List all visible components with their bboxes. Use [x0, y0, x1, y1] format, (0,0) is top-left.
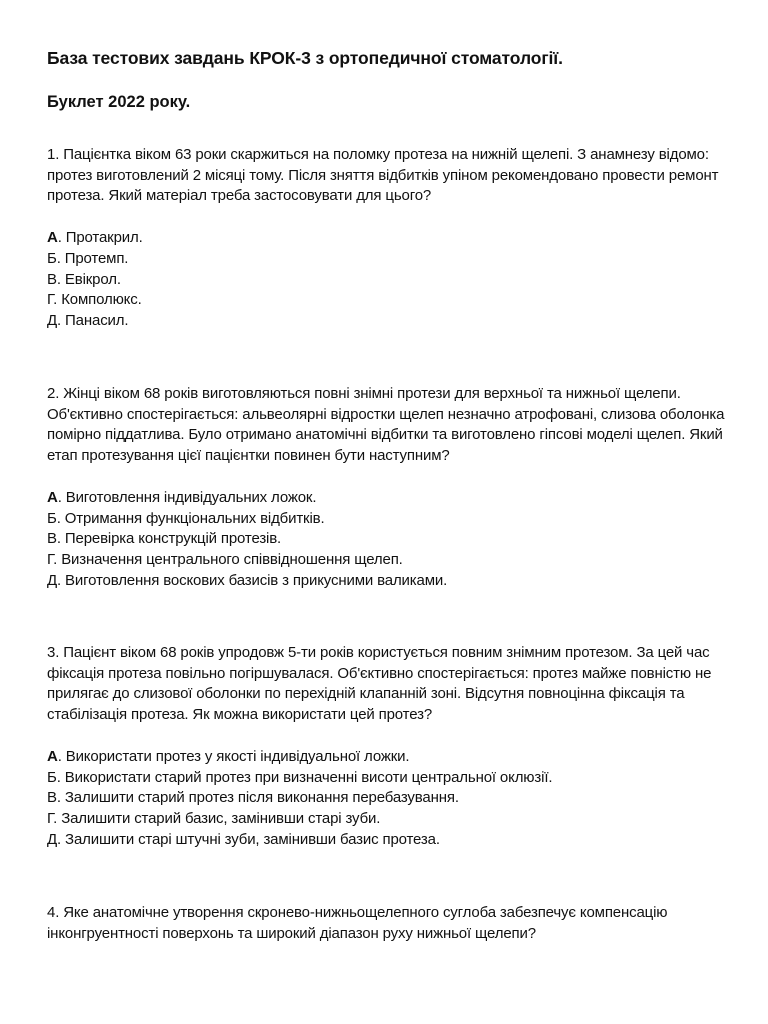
answer-text: . Перевірка конструкцій протезів. [56, 530, 282, 548]
answer-letter-correct: А [47, 229, 58, 247]
answer-option [47, 571, 737, 592]
question-text: 4. Яке анатомічне утворення скронево-нижньощелепного суглоба забезпечує компенсацію інконгруентності поверхонь та широкий діапазон руху нижньої щелепи? [47, 904, 668, 942]
answer-text: . Евікрол. [56, 270, 121, 288]
answer-option [47, 768, 737, 789]
question-text: 3. Пацієнт віком 68 років упродовж 5-ти років користується повним знімним протезом. За цей час фіксація протеза повільно погіршувалася. Об'єктивно спостерігається: протез майже повністю не прилягає до слизової оболонки по перехідній клапанній зоні. Відсутня повноцінна фіксація та стабілізація протеза. Як можна використати цей протез? [47, 644, 712, 724]
answer-option [47, 249, 737, 270]
answer-letter: Д [47, 311, 58, 329]
answer-text: . Залишити старі штучні зуби, замінивши базис протеза. [57, 830, 440, 848]
answer-option [47, 529, 737, 550]
answer-letter: Б [47, 768, 57, 786]
question-1 [47, 145, 737, 332]
answer-option [47, 488, 737, 509]
answer-letter: В [47, 789, 57, 807]
answer-letter: В [47, 530, 57, 548]
answer-letter: Б [47, 509, 57, 527]
answer-option [47, 788, 737, 809]
answer-text: . Залишити старий протез після виконання перебазування. [56, 789, 459, 807]
answer-text: . Залишити старий базис, замінивши старі зуби. [53, 809, 381, 827]
answer-list [47, 228, 737, 332]
answer-list [47, 488, 737, 592]
document-title: База тестових завдань КРОК-3 з ортопедичної стоматології. [47, 48, 563, 68]
question-2 [47, 384, 737, 591]
question-3 [47, 643, 737, 850]
answer-letter-correct: А [47, 488, 58, 506]
document-subtitle: Буклет 2022 року. [47, 93, 191, 111]
answer-text: . Виготовлення індивідуальних ложок. [57, 488, 317, 506]
answer-letter: Г [47, 550, 54, 568]
answer-letter-correct: А [47, 747, 58, 765]
question-text: 1. Пацієнтка віком 63 роки скаржиться на поломку протеза на нижній щелепі. З анамнезу відомо: протез виготовлений 2 місяці тому. Після зняття відбитків упіном рекомендовано провести ремонт протеза. Який матеріал треба застосовувати для цього? [47, 146, 719, 205]
answer-letter: Б [47, 249, 57, 267]
answer-text: . Протакрил. [57, 229, 143, 247]
answer-option [47, 830, 737, 851]
answer-letter: Г [47, 291, 54, 309]
answer-option [47, 290, 737, 311]
answer-text: . Комполюкс. [53, 291, 142, 309]
answer-option [47, 270, 737, 291]
answer-option [47, 550, 737, 571]
question-text: 2. Жінці віком 68 років виготовляються повні знімні протези для верхньої та нижньої щелепи. Об'єктивно спостерігається: альвеолярні відростки щелеп незначно атрофовані, слизова оболонка помірно піддатлива. Було отримано анатомічні відбитки та виготовлено гіпсові моделі щелеп. Який етап протезування цієї пацієнтки повинен бути наступним? [47, 385, 725, 465]
answer-text: . Протемп. [56, 249, 129, 267]
answer-text: . Визначення центрального співвідношення щелеп. [53, 550, 403, 568]
answer-text: . Використати старий протез при визначенні висоти центральної оклюзії. [56, 768, 553, 786]
answer-option [47, 809, 737, 830]
answer-text: . Використати протез у якості індивідуальної ложки. [57, 747, 410, 765]
answer-option [47, 228, 737, 249]
answer-text: . Отримання функціональних відбитків. [56, 509, 325, 527]
question-4 [47, 903, 737, 944]
answer-option [47, 509, 737, 530]
answer-letter: Д [47, 571, 58, 589]
answer-option [47, 311, 737, 332]
answer-text: . Панасил. [57, 311, 129, 329]
answer-option [47, 747, 737, 768]
answer-letter: Д [47, 830, 58, 848]
answer-list [47, 747, 737, 851]
answer-letter: Г [47, 809, 54, 827]
answer-letter: В [47, 270, 57, 288]
answer-text: . Виготовлення воскових базисів з прикусними валиками. [57, 571, 448, 589]
